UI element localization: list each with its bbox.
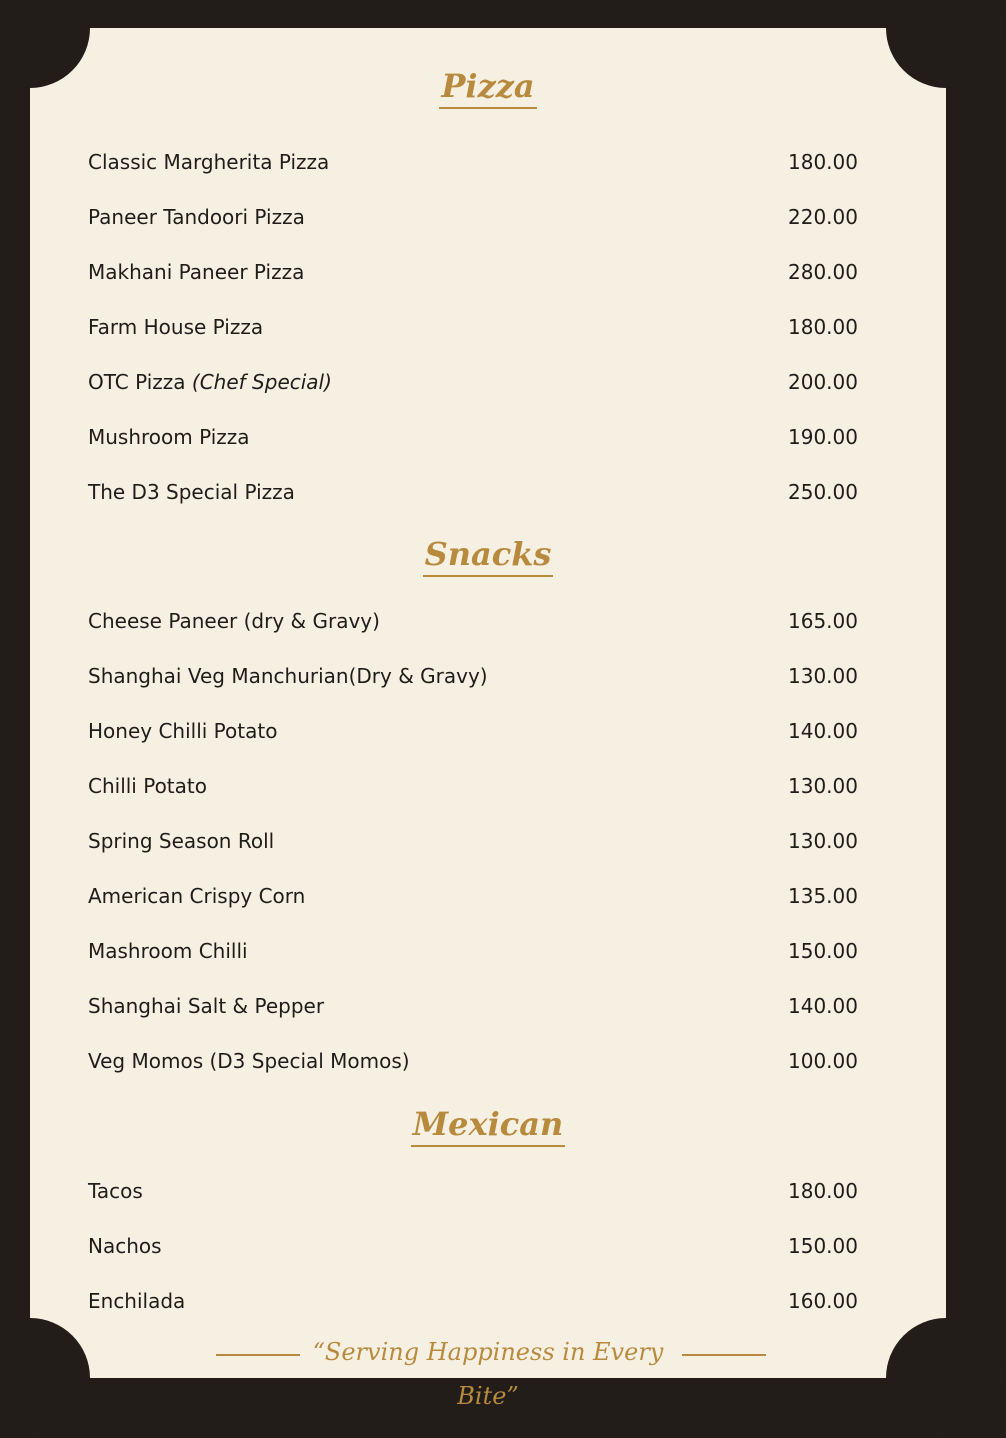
item-name: Mushroom Pizza xyxy=(88,425,250,449)
item-name: Paneer Tandoori Pizza xyxy=(88,205,305,229)
item-price: 130.00 xyxy=(788,664,858,688)
item-price: 140.00 xyxy=(788,994,858,1018)
menu-item xyxy=(88,312,868,342)
item-name: Spring Season Roll xyxy=(88,829,275,853)
item-price: 100.00 xyxy=(788,1049,858,1073)
item-price: 160.00 xyxy=(788,1289,858,1313)
item-name: The D3 Special Pizza xyxy=(88,480,295,504)
section-title-mexican: Mexican xyxy=(30,1104,946,1147)
item-price: 220.00 xyxy=(788,205,858,229)
item-price: 190.00 xyxy=(788,425,858,449)
item-name: Makhani Paneer Pizza xyxy=(88,260,305,284)
section-title-pizza: Pizza xyxy=(30,66,946,109)
item-price: 180.00 xyxy=(788,315,858,339)
menu-item xyxy=(88,826,868,856)
tagline-text: “Serving Happiness in Every Bite” xyxy=(312,1338,664,1410)
item-name: Farm House Pizza xyxy=(88,315,264,339)
item-name: Chilli Potato xyxy=(88,774,207,798)
menu-item xyxy=(88,477,868,507)
divider xyxy=(682,1354,766,1356)
item-price: 165.00 xyxy=(788,609,858,633)
menu-item xyxy=(88,881,868,911)
item-name: Tacos xyxy=(88,1179,143,1203)
item-name: Mashroom Chilli xyxy=(88,939,248,963)
divider xyxy=(216,1354,300,1356)
menu-item xyxy=(88,1231,868,1261)
item-price: 150.00 xyxy=(788,939,858,963)
menu-item xyxy=(88,367,868,397)
menu-item xyxy=(88,1046,868,1076)
item-name: American Crispy Corn xyxy=(88,884,306,908)
menu-item xyxy=(88,991,868,1021)
item-price: 135.00 xyxy=(788,884,858,908)
menu-item xyxy=(88,661,868,691)
item-name: Shanghai Salt & Pepper xyxy=(88,994,325,1018)
item-name: Enchilada xyxy=(88,1289,186,1313)
menu-item xyxy=(88,147,868,177)
item-name: Honey Chilli Potato xyxy=(88,719,278,743)
menu-item xyxy=(88,771,868,801)
item-price: 250.00 xyxy=(788,480,858,504)
menu-item xyxy=(88,606,868,636)
footer-tagline xyxy=(30,1330,946,1410)
item-name-with-note xyxy=(88,367,332,397)
item-name: Veg Momos (D3 Special Momos) xyxy=(88,1049,410,1073)
section-title-snacks: Snacks xyxy=(30,534,946,577)
menu-item xyxy=(88,202,868,232)
menu-item xyxy=(88,716,868,746)
item-name: Cheese Paneer (dry & Gravy) xyxy=(88,609,380,633)
item-name: Classic Margherita Pizza xyxy=(88,150,330,174)
item-price: 150.00 xyxy=(788,1234,858,1258)
item-price: 130.00 xyxy=(788,774,858,798)
menu-item xyxy=(88,257,868,287)
item-price: 200.00 xyxy=(788,370,858,394)
item-price: 140.00 xyxy=(788,719,858,743)
item-note: (Chef Special) xyxy=(191,370,332,394)
menu-page xyxy=(30,28,946,1410)
item-name: Shanghai Veg Manchurian(Dry & Gravy) xyxy=(88,664,488,688)
menu-item xyxy=(88,1176,868,1206)
item-price: 130.00 xyxy=(788,829,858,853)
item-name: OTC Pizza xyxy=(88,370,186,394)
item-price: 180.00 xyxy=(788,1179,858,1203)
menu-item xyxy=(88,936,868,966)
item-price: 280.00 xyxy=(788,260,858,284)
menu-item xyxy=(88,1286,868,1316)
menu-item xyxy=(88,422,868,452)
item-price: 180.00 xyxy=(788,150,858,174)
item-name: Nachos xyxy=(88,1234,162,1258)
